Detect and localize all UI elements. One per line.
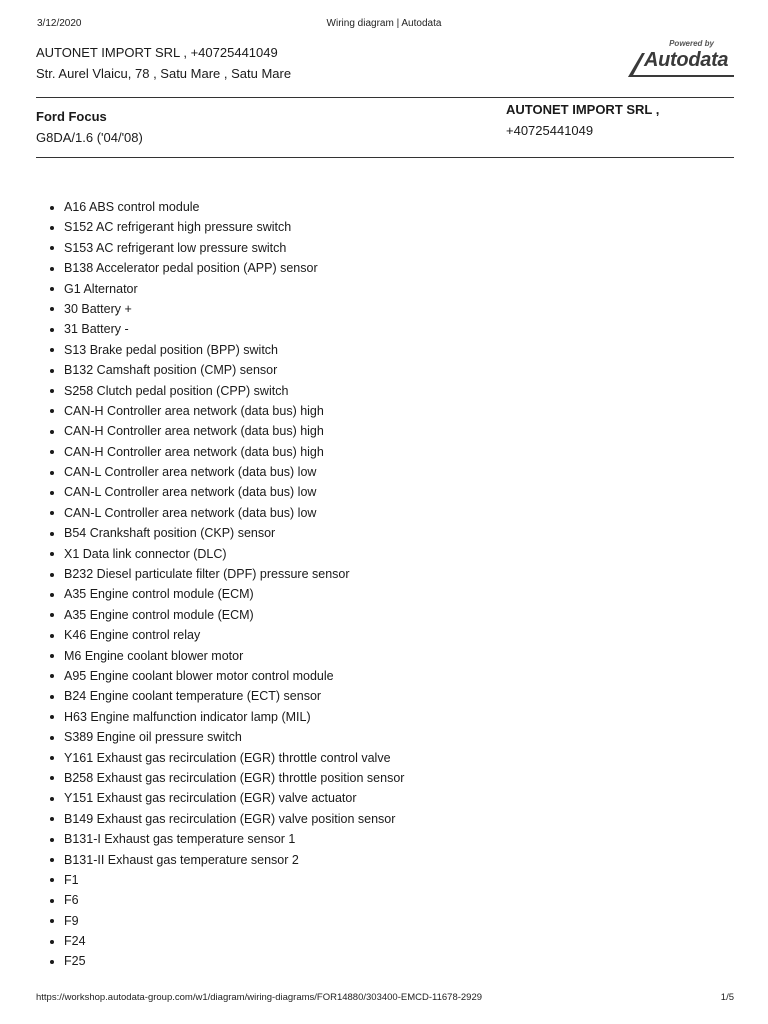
component-label: B54 Crankshaft position (CKP) sensor	[64, 526, 276, 541]
bullet-icon	[50, 471, 54, 475]
component-list-item	[46, 544, 404, 564]
component-list-item	[46, 421, 404, 441]
component-label: S389 Engine oil pressure switch	[64, 730, 242, 745]
component-list-item	[46, 911, 404, 931]
component-list-item	[46, 707, 404, 727]
component-label: F24	[64, 934, 86, 949]
bullet-icon	[50, 511, 54, 515]
print-url: https://workshop.autodata-group.com/w1/diagram/wiring-diagrams/FOR14880/303400-EMCD-11678-2929	[36, 992, 483, 1003]
component-list-item	[46, 870, 404, 890]
component-list-item	[46, 462, 404, 482]
component-list-item	[46, 951, 404, 971]
component-label: S258 Clutch pedal position (CPP) switch	[64, 383, 289, 398]
component-list-item	[46, 788, 404, 808]
component-list-item	[46, 564, 404, 584]
component-label: F9	[64, 913, 79, 928]
bullet-icon	[50, 736, 54, 740]
component-label: A95 Engine coolant blower motor control module	[64, 668, 334, 683]
bullet-icon	[50, 491, 54, 495]
component-list	[46, 197, 404, 972]
component-label: B24 Engine coolant temperature (ECT) sensor	[64, 689, 322, 704]
component-list-item	[46, 319, 404, 339]
bullet-icon	[50, 838, 54, 842]
component-list-item	[46, 523, 404, 543]
dealer-info	[506, 99, 659, 141]
component-label: A35 Engine control module (ECM)	[64, 587, 254, 602]
print-date: 3/12/2020	[37, 18, 82, 29]
bullet-icon	[50, 593, 54, 597]
bullet-icon	[50, 226, 54, 230]
component-list-item	[46, 584, 404, 604]
bullet-icon	[50, 532, 54, 536]
bullet-icon	[50, 878, 54, 882]
bullet-icon	[50, 328, 54, 332]
component-label: Y161 Exhaust gas recirculation (EGR) throttle control valve	[64, 750, 391, 765]
component-label: B131-I Exhaust gas temperature sensor 1	[64, 832, 296, 847]
company-name-phone: AUTONET IMPORT SRL , +40725441049	[36, 45, 278, 60]
component-list-item	[46, 931, 404, 951]
company-info	[36, 42, 291, 84]
component-label: CAN-H Controller area network (data bus) high	[64, 444, 324, 459]
component-label: CAN-H Controller area network (data bus) high	[64, 403, 324, 418]
autodata-logo	[626, 39, 736, 81]
component-list-item	[46, 727, 404, 747]
component-list-item	[46, 625, 404, 645]
component-list-item	[46, 340, 404, 360]
component-label: B138 Accelerator pedal position (APP) sensor	[64, 261, 318, 276]
component-list-item	[46, 299, 404, 319]
page-number: 1/5	[720, 992, 734, 1003]
component-list-item	[46, 217, 404, 237]
component-label: X1 Data link connector (DLC)	[64, 546, 227, 561]
bullet-icon	[50, 756, 54, 760]
bullet-icon	[50, 246, 54, 250]
component-label: 31 Battery -	[64, 322, 129, 337]
vehicle-info	[36, 106, 143, 148]
component-list-item	[46, 666, 404, 686]
component-label: G1 Alternator	[64, 281, 138, 296]
component-list-item	[46, 238, 404, 258]
bullet-icon	[50, 369, 54, 373]
print-footer	[0, 992, 768, 1006]
print-page-title: Wiring diagram | Autodata	[326, 18, 442, 29]
component-list-item	[46, 482, 404, 502]
bullet-icon	[50, 552, 54, 556]
component-label: B232 Diesel particulate filter (DPF) pressure sensor	[64, 567, 350, 582]
component-list-item	[46, 401, 404, 421]
bullet-icon	[50, 409, 54, 413]
component-list-item	[46, 809, 404, 829]
component-label: B131-II Exhaust gas temperature sensor 2	[64, 852, 299, 867]
component-list-item	[46, 360, 404, 380]
bullet-icon	[50, 430, 54, 434]
component-label: A16 ABS control module	[64, 200, 200, 214]
component-label: CAN-H Controller area network (data bus) high	[64, 424, 324, 439]
component-list-item	[46, 442, 404, 462]
bullet-icon	[50, 858, 54, 862]
bullet-icon	[50, 634, 54, 638]
component-label: S13 Brake pedal position (BPP) switch	[64, 342, 278, 357]
vehicle-engine: G8DA/1.6 ('04/'08)	[36, 130, 143, 145]
powered-by-label: Powered by	[669, 39, 714, 48]
bullet-icon	[50, 776, 54, 780]
autodata-brand: Autodata	[644, 49, 729, 71]
bullet-icon	[50, 267, 54, 271]
component-label: B149 Exhaust gas recirculation (EGR) valve position sensor	[64, 811, 396, 826]
component-label: B258 Exhaust gas recirculation (EGR) throttle position sensor	[64, 770, 405, 785]
bullet-icon	[50, 695, 54, 699]
component-label: S152 AC refrigerant high pressure switch	[64, 220, 292, 235]
bullet-icon	[50, 940, 54, 944]
bullet-icon	[50, 450, 54, 454]
bullet-icon	[50, 654, 54, 658]
dealer-phone: +40725441049	[506, 123, 594, 138]
component-label: M6 Engine coolant blower motor	[64, 648, 244, 663]
vehicle-model: Ford Focus	[36, 109, 107, 124]
bullet-icon	[50, 287, 54, 291]
component-label: F6	[64, 893, 79, 908]
bullet-icon	[50, 715, 54, 719]
component-label: CAN-L Controller area network (data bus) low	[64, 465, 317, 480]
component-label: A35 Engine control module (ECM)	[64, 607, 254, 622]
header-divider	[36, 97, 734, 98]
component-list-item	[46, 686, 404, 706]
component-list-item	[46, 890, 404, 910]
component-list-item	[46, 646, 404, 666]
component-list-item	[46, 381, 404, 401]
bullet-icon	[50, 817, 54, 821]
print-header	[0, 18, 768, 32]
bullet-icon	[50, 919, 54, 923]
dealer-name: AUTONET IMPORT SRL ,	[506, 102, 660, 117]
bullet-icon	[50, 307, 54, 311]
component-label: K46 Engine control relay	[64, 628, 201, 643]
bullet-icon	[50, 573, 54, 577]
bullet-icon	[50, 674, 54, 678]
component-list-item	[46, 605, 404, 625]
component-label: F1	[64, 872, 79, 887]
component-label: 30 Battery +	[64, 301, 132, 316]
bullet-icon	[50, 389, 54, 393]
component-label: S153 AC refrigerant low pressure switch	[64, 240, 287, 255]
bullet-icon	[50, 206, 54, 210]
bullet-icon	[50, 797, 54, 801]
component-label: H63 Engine malfunction indicator lamp (MIL)	[64, 709, 311, 724]
component-label: Y151 Exhaust gas recirculation (EGR) valve actuator	[64, 791, 357, 806]
component-list-item	[46, 258, 404, 278]
component-list-item	[46, 197, 404, 217]
component-list-item	[46, 748, 404, 768]
component-list-item	[46, 279, 404, 299]
component-label: B132 Camshaft position (CMP) sensor	[64, 363, 278, 378]
bullet-icon	[50, 960, 54, 964]
component-list-item	[46, 503, 404, 523]
component-label: F25	[64, 954, 86, 969]
component-list-item	[46, 850, 404, 870]
bullet-icon	[50, 899, 54, 903]
bullet-icon	[50, 613, 54, 617]
component-list-item	[46, 829, 404, 849]
bullet-icon	[50, 348, 54, 352]
component-label: CAN-L Controller area network (data bus) low	[64, 505, 317, 520]
company-address: Str. Aurel Vlaicu, 78 , Satu Mare , Satu Mare	[36, 66, 292, 81]
section-divider	[36, 157, 734, 158]
component-list-item	[46, 768, 404, 788]
component-label: CAN-L Controller area network (data bus) low	[64, 485, 317, 500]
